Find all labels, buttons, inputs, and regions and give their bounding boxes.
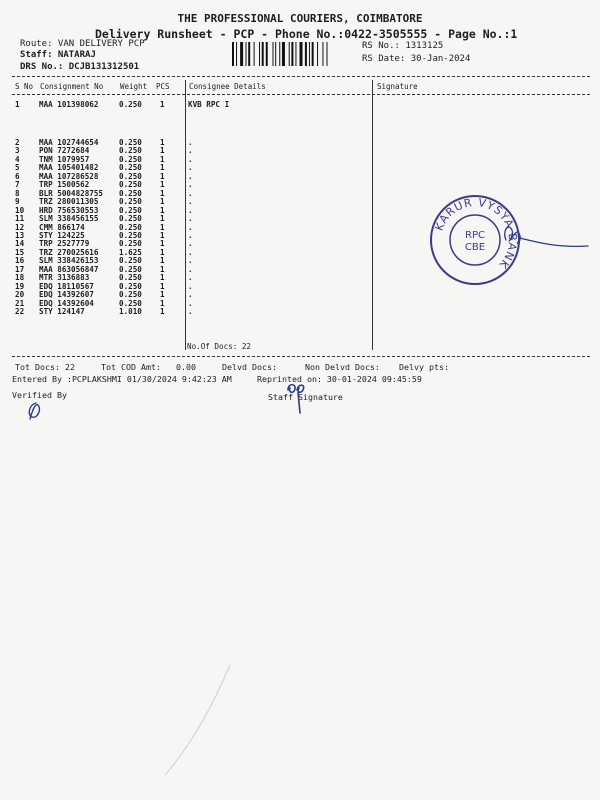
row-consignment: STY 124225: [39, 230, 85, 240]
row-consignment: TRP 2527779: [39, 239, 90, 249]
row-weight: 0.250: [119, 230, 142, 240]
row-pcs: 1: [160, 146, 165, 156]
row-sno: 19: [15, 281, 25, 291]
row-details: .: [188, 273, 193, 283]
col-header-signature: Signature: [377, 82, 418, 91]
staff-label: Staff: NATARAJ: [20, 50, 96, 60]
delvy-pts: Delvy pts:: [399, 362, 449, 372]
row-pcs: 1: [160, 180, 165, 190]
row-consignment: MAA 107286528: [39, 171, 99, 181]
row-consignment: SLM 338456155: [39, 214, 99, 224]
no-of-docs: No.Of Docs: 22: [187, 342, 252, 351]
table-row: [0, 163, 600, 171]
row-pcs: 1: [160, 256, 165, 266]
col-header-pcs: PCS: [156, 82, 170, 91]
table-row: [0, 299, 600, 307]
row-details: .: [188, 197, 193, 207]
row-pcs: 1: [160, 138, 165, 147]
row-details: .: [188, 171, 193, 181]
row-sno: 2: [15, 138, 20, 147]
row-sno: 17: [15, 264, 25, 274]
table-row: [0, 290, 600, 298]
row-pcs: 1: [160, 214, 165, 224]
row-details: .: [188, 290, 193, 300]
row-details: .: [188, 222, 193, 232]
table-header-rule: [12, 94, 590, 95]
row-sno: 6: [15, 171, 20, 181]
entered-by: Entered By :PCPLAKSHMI 01/30/2024 9:42:23 AM: [12, 374, 232, 384]
row-weight: 0.250: [119, 138, 142, 147]
row-details: .: [188, 247, 193, 257]
row-weight: 0.250: [119, 146, 142, 156]
row-details: .: [188, 230, 193, 240]
row-pcs: 1: [160, 239, 165, 249]
row-pcs: 1: [160, 222, 165, 232]
col-header-consignment: Consignment No: [40, 82, 104, 91]
row-pcs: 1: [160, 197, 165, 207]
row-consignment: TNM 1079957: [39, 154, 90, 164]
table-bottom-rule: [12, 356, 590, 357]
row-sno: 4: [15, 154, 20, 164]
table-row: [0, 155, 600, 163]
row-weight: 0.250: [119, 100, 142, 109]
staff-signature-label: Staff Signature: [268, 392, 343, 402]
row-weight: 1.010: [119, 307, 142, 316]
row-sno: 22: [15, 307, 25, 316]
row-sno: 3: [15, 146, 20, 156]
paper-crease: [160, 660, 240, 780]
table-row: [0, 146, 600, 154]
row-consignment: MAA 105401482: [39, 163, 99, 173]
tot-cod-value: 0.00: [176, 362, 196, 372]
row-pcs: 1: [160, 273, 165, 283]
row-pcs: 1: [160, 171, 165, 181]
row-weight: 0.250: [119, 273, 142, 283]
reprinted-on: Reprinted on: 30-01-2024 09:45:59: [257, 374, 422, 384]
staff-signature-mark: [284, 380, 310, 416]
row-consignment: CMM 866174: [39, 222, 85, 232]
row-consignment: MAA 101398062: [39, 100, 99, 109]
row-details: .: [188, 239, 193, 249]
delvd-docs: Delvd Docs:: [222, 362, 277, 372]
row-pcs: 1: [160, 230, 165, 240]
row-sno: 14: [15, 239, 25, 249]
verified-by-label: Verified By: [12, 390, 67, 400]
row-sno: 11: [15, 214, 25, 224]
rs-number: RS No.: 1313125: [362, 41, 444, 51]
row-sno: 9: [15, 197, 20, 207]
row-consignment: BLR 5004828755: [39, 188, 104, 198]
stamp-ring-text: KARUR VYSYA BANK: [432, 195, 520, 272]
row-details: KVB RPC I: [188, 100, 230, 109]
table-row: [0, 138, 600, 146]
row-sno: 15: [15, 247, 25, 257]
col-header-details: Consignee Details: [189, 82, 266, 91]
row-weight: 0.250: [119, 205, 142, 215]
row-sno: 13: [15, 230, 25, 240]
row-weight: 1.625: [119, 247, 142, 257]
row-consignment: TRZ 270025616: [39, 247, 99, 257]
row-details: .: [188, 146, 193, 156]
row-weight: 0.250: [119, 264, 142, 274]
row-details: .: [188, 138, 193, 147]
row-consignment: MAA 863056847: [39, 264, 99, 274]
row-consignment: MTR 3136883: [39, 273, 90, 283]
row-weight: 0.250: [119, 256, 142, 266]
row-details: .: [188, 188, 193, 198]
company-title: THE PROFESSIONAL COURIERS, COIMBATORE: [177, 12, 423, 25]
row-pcs: 1: [160, 307, 165, 316]
row-weight: 0.250: [119, 214, 142, 224]
row-details: .: [188, 214, 193, 224]
row-pcs: 1: [160, 281, 165, 291]
row-weight: 0.250: [119, 163, 142, 173]
stamp-line-1: RPC: [465, 230, 485, 241]
row-consignment: TRZ 280011305: [39, 197, 99, 207]
row-weight: 0.250: [119, 298, 142, 308]
row-weight: 0.250: [119, 197, 142, 207]
table-top-rule: [12, 76, 590, 77]
runsheet-subtitle: Delivery Runsheet - PCP - Phone No.:0422-3505555 - Page No.:1: [95, 27, 518, 41]
row-details: .: [188, 264, 193, 274]
rs-date: RS Date: 30-Jan-2024: [362, 54, 471, 64]
row-details: .: [188, 281, 193, 291]
col-header-sno: S No: [15, 82, 34, 91]
row-sno: 20: [15, 290, 25, 300]
col-header-weight: Weight: [120, 82, 148, 91]
table-row: [0, 172, 600, 180]
tot-cod-label: Tot COD Amt:: [101, 362, 161, 372]
row-consignment: MAA 102744654: [39, 138, 99, 147]
row-weight: 0.250: [119, 239, 142, 249]
row-consignment: SLM 338426153: [39, 256, 99, 266]
row-pcs: 1: [160, 163, 165, 173]
row-sno: 5: [15, 163, 20, 173]
barcode: [232, 42, 356, 66]
stamp-line-2: CBE: [464, 242, 486, 253]
row-sno: 21: [15, 298, 25, 308]
row-sno: 12: [15, 222, 25, 232]
row-consignment: EDQ 18110567: [39, 281, 94, 291]
row-consignment: PON 7272684: [39, 146, 90, 156]
row-details: .: [188, 163, 193, 173]
row-weight: 0.250: [119, 281, 142, 291]
table-row: [0, 180, 600, 188]
row-details: .: [188, 205, 193, 215]
row-sno: 8: [15, 188, 20, 198]
non-delvd-docs: Non Delvd Docs:: [305, 362, 380, 372]
row-consignment: EDQ 14392607: [39, 290, 94, 300]
row-weight: 0.250: [119, 222, 142, 232]
row-weight: 0.250: [119, 290, 142, 300]
row-sno: 18: [15, 273, 25, 283]
route-label: Route: VAN DELIVERY PCP: [20, 39, 145, 49]
row-weight: 0.250: [119, 188, 142, 198]
row-consignment: HRD 756530553: [39, 205, 99, 215]
row-weight: 0.250: [119, 171, 142, 181]
bank-stamp: [425, 190, 525, 290]
row-details: .: [188, 154, 193, 164]
table-row: [0, 307, 600, 315]
row-weight: 0.250: [119, 154, 142, 164]
row-details: .: [188, 256, 193, 266]
verified-signature-mark: [24, 400, 48, 422]
row-pcs: 1: [160, 188, 165, 198]
row-sno: 16: [15, 256, 25, 266]
tot-docs: Tot Docs: 22: [15, 362, 75, 372]
row-consignment: EDQ 14392604: [39, 298, 94, 308]
row-pcs: 1: [160, 205, 165, 215]
row-sno: 7: [15, 180, 20, 190]
row-sno: 10: [15, 205, 25, 215]
row-pcs: 1: [160, 247, 165, 257]
table-row: [0, 100, 600, 108]
row-pcs: 1: [160, 100, 165, 109]
row-consignment: STY 124147: [39, 307, 85, 316]
row-details: .: [188, 298, 193, 308]
row-sno: 1: [15, 100, 20, 109]
row-pcs: 1: [160, 154, 165, 164]
row-details: .: [188, 307, 193, 316]
row-pcs: 1: [160, 290, 165, 300]
row-weight: 0.250: [119, 180, 142, 190]
drs-number: DRS No.: DCJB131312501: [20, 62, 140, 72]
row-consignment: TRP 1500562: [39, 180, 90, 190]
row-details: .: [188, 180, 193, 190]
row-pcs: 1: [160, 298, 165, 308]
row-pcs: 1: [160, 264, 165, 274]
